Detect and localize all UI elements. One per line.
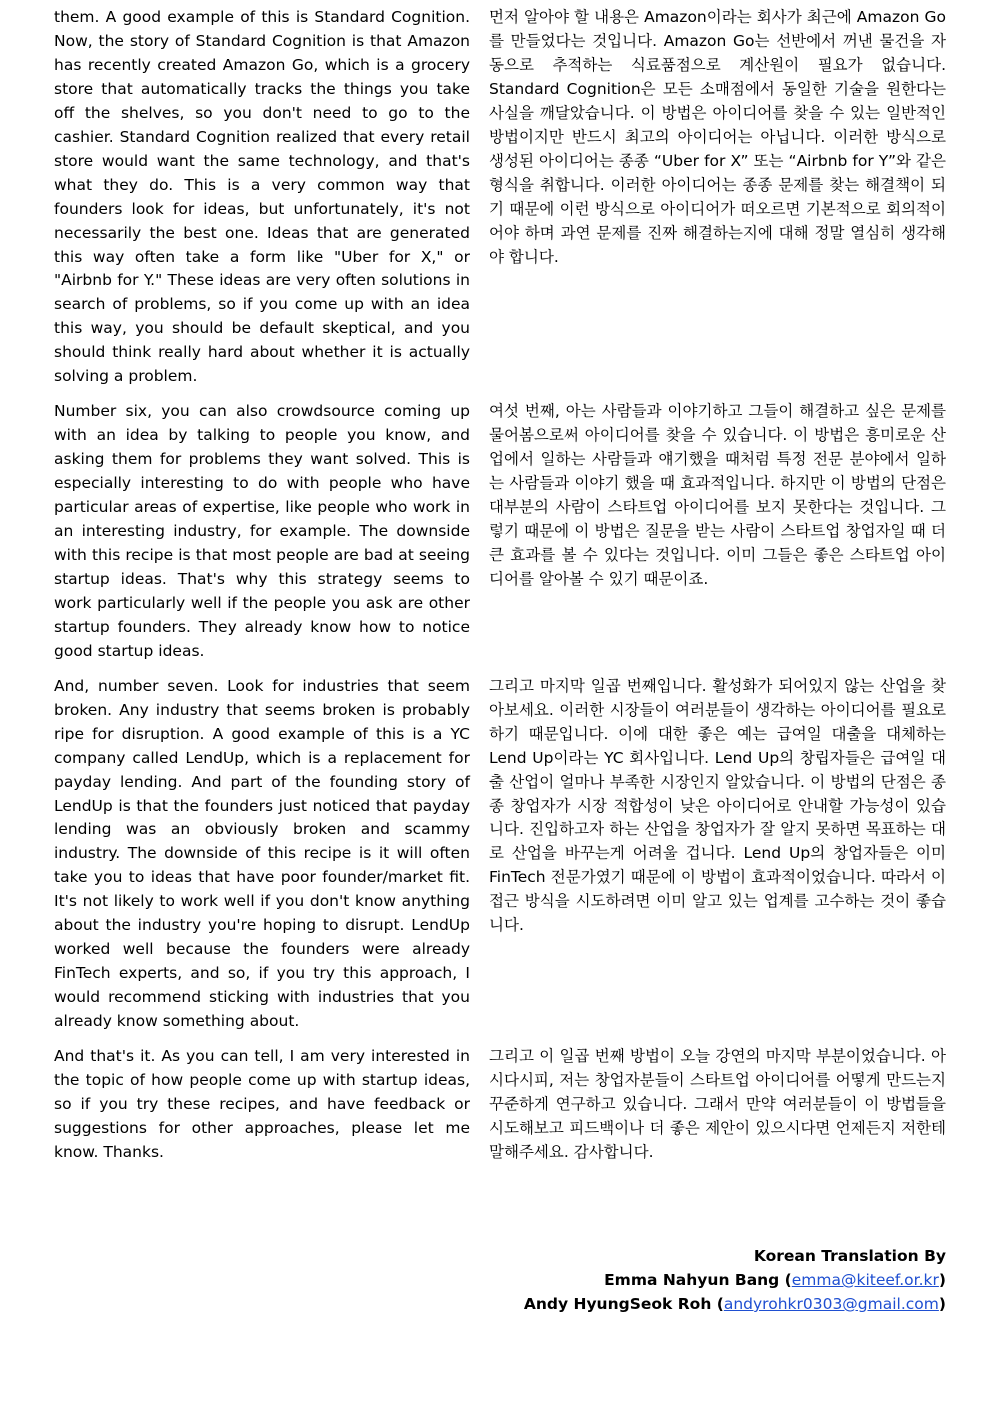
translator-name: Emma Nahyun Bang: [604, 1271, 780, 1289]
english-paragraph: And, number seven. Look for industries that seem broken. Any industry that seems broken is probably ripe for disruption. A good example of this is a YC company called LendUp, which is a replacement for payday lending. And part of the founding story of LendUp is that the founders just noticed that payday lending was an obviously broken and scammy industry. The downside of this recipe is it will often take you to ideas that have poor founder/market fit. It's not likely to work well if you don't know anything about the industry you're hoping to disrupt. LendUp worked well because the founders were already FinTech experts, and so, if you try this approach, I would recommend sticking with industries that you already know something about.: [54, 676, 470, 1031]
document-page: [54, 6, 946, 1313]
korean-paragraph: 그리고 마지막 일곱 번째입니다. 활성화가 되어있지 않는 산업을 찾아보세요. 이러한 시장들이 여러분들이 생각하는 아이디어를 필요로 하기 때문입니다. 이에 대한 좋은 예는 급여일 대출을 대체하는 Lend Up이라는 YC 회사입니다. Lend Up의 창립자들은 급여일 대출 산업이 얼마나 부족한 시장인지 알았습니다. 이 방법의 단점은 종종 창업자가 시장 적합성이 낮은 아이디어로 안내할 가능성이 있습니다. 진입하고자 하는 산업을 창업자가 잘 알지 못하면 목표하는 대로 산업을 바꾸는게 어려울 겁니다. Lend Up의 창업자들은 이미 FinTech 전문가였기 때문에 이 방법이 효과적이었습니다. 따라서 이 접근 방식을 시도하려면 이미 알고 있는 업계를 고수하는 것이 좋습니다.: [489, 676, 946, 935]
korean-paragraph: 먼저 알아야 할 내용은 Amazon이라는 회사가 최근에 Amazon Go를 만들었다는 것입니다. Amazon Go는 선반에서 꺼낸 물건을 자동으로 추적하는 식료품점으로 계산원이 필요가 없습니다. Standard Cognition은 모든 소매점에서 동일한 기술을 원한다는 사실을 깨달았습니다. 이 방법은 아이디어를 찾을 수 있는 일반적인 방법이지만 반드시 최고의 아이디어는 아닙니다. 이러한 방식으로 생성된 아이디어는 종종 “Uber for X” 또는 “Airbnb for Y”와 같은 형식을 취합니다. 이러한 아이디어는 종종 문제를 찾는 해결책이 되기 때문에 이런 방식으로 아이디어가 떠오르면 기본적으로 회의적이어야 하며 과연 문제를 진짜 해결하는지에 대해 정말 열심히 생각해야 합니다.: [489, 8, 946, 266]
english-paragraph: And that's it. As you can tell, I am very interested in the topic of how people come up with startup ideas, so if you try these recipes, and have feedback or suggestions for other approaches, please let me know. Thanks.: [54, 1047, 470, 1161]
translator-line: Andy HyungSeok Roh (andyrohkr0303@gmail.com): [523, 1295, 946, 1313]
korean-paragraph: 그리고 이 일곱 번째 방법이 오늘 강연의 마지막 부분이었습니다. 아시다시피, 저는 창업자분들이 스타트업 아이디어를 어떻게 만드는지 꾸준하게 연구하고 있습니다. 그래서 만약 여러분들이 이 방법들을 시도해보고 피드백이나 더 좋은 제안이 있으시다면 언제든지 저한테 말해주세요. 감사합니다.: [489, 1047, 946, 1161]
section-row: [54, 675, 946, 1034]
section-row: [54, 6, 946, 389]
translator-name: Andy HyungSeok Roh: [523, 1295, 712, 1313]
korean-paragraph: 여섯 번째, 아는 사람들과 이야기하고 그들이 해결하고 싶은 문제를 물어봄으로써 아이디어를 찾을 수 있습니다. 이 방법은 흥미로운 산업에서 일하는 사람들과 얘기했을 때처럼 특정 전문 분야에서 일하는 사람들과 이야기 했을 때 효과적입니다. 하지만 이 방법의 단점은 대부분의 사람이 스타트업 아이디어를 보지 못한다는 것입니다. 그렇기 때문에 이 방법은 질문을 받는 사람이 스타트업 창업자일 때 더 큰 효과를 볼 수 있다는 것입니다. 이미 그들은 좋은 스타트업 아이디어를 알아볼 수 있기 때문이죠.: [489, 402, 946, 588]
translator-email-link[interactable]: emma@kiteef.or.kr: [791, 1271, 939, 1289]
translator-line: Emma Nahyun Bang (emma@kiteef.or.kr): [604, 1271, 946, 1289]
english-paragraph: them. A good example of this is Standard Cognition. Now, the story of Standard Cognition is that Amazon has recently created Amazon Go, which is a grocery store that automatically tracks the things you take off the shelves, so you don't need to go to the cashier. Standard Cognition realized that every retail store would want the same technology, and that's what they do. This is a very common way that founders look for ideas, but unfortunately, it's not necessarily the best one. Ideas that are generated this way often take a form like "Uber for X," or "Airbnb for Y." These ideas are very often solutions in search of problems, so if you come up with an idea this way, you should be default skeptical, and you should think really hard about whether it is actually solving a problem.: [54, 8, 470, 386]
translation-credits: [524, 1244, 946, 1316]
credits-heading: Korean Translation By: [753, 1247, 946, 1265]
section-row: [54, 400, 946, 663]
section-row: [54, 1045, 946, 1165]
english-paragraph: Number six, you can also crowdsource coming up with an idea by talking to people you know, and asking them for problems they want solved. This is especially interesting to do with people who have particular areas of expertise, like people who work in an interesting industry, for example. The downside with this recipe is that most people are bad at seeing startup ideas. That's why this strategy seems to work particularly well if the people you ask are other startup founders. They already know how to notice good startup ideas.: [54, 402, 470, 660]
translator-email-link[interactable]: andyrohkr0303@gmail.com: [723, 1295, 939, 1313]
